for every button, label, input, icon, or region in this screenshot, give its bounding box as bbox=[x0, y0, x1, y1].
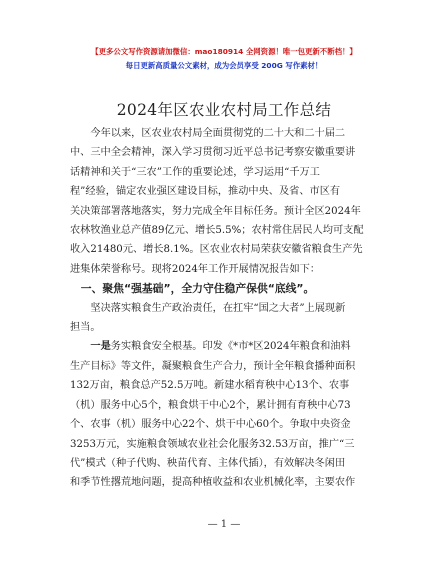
promo-banner-line-1: 【更多公文写作资源请加微信：mao180914 全网资源！唯一包更新不断档！】 bbox=[91, 47, 357, 56]
document-body bbox=[70, 124, 384, 493]
section-line-with-lead bbox=[70, 337, 384, 356]
intro-line: 关决策部署落地落实，努力完成全年目标任务。预计全区2024年 bbox=[70, 205, 361, 217]
section-line: 担当。 bbox=[70, 322, 101, 334]
intro-paragraph bbox=[70, 124, 384, 279]
section-line: 代”模式（种子代购、秧苗代育、主体代插），有效解决冬闲田 bbox=[70, 457, 346, 469]
promo-banner-line-2: 每日更新高质量公文素材，成为会员享受 200G 写作素材！ bbox=[125, 61, 323, 70]
section-1-paragraph bbox=[70, 299, 384, 493]
section-line: 132万亩，粮食总产52.5万吨。新建水稻育秧中心13个、农事 bbox=[70, 380, 350, 392]
intro-line: 进集体荣誉称号。现将2024年工作开展情况报告如下： bbox=[70, 263, 321, 275]
intro-line: 今年以来，区农业农村局全面贯彻党的二十大和二十届二 bbox=[90, 128, 346, 139]
intro-line: 中、三中全会精神，深入学习贯彻习近平总书记考察安徽重要讲 bbox=[70, 147, 356, 159]
document-title: 2024年区农业农村局工作总结 bbox=[116, 101, 332, 119]
section-line-text: 务实粮食安全根基。印发《*市*区2024年粮食和油料 bbox=[110, 341, 351, 353]
intro-line: 话精神和关于“三农”工作的重要论述，学习运用“千万工 bbox=[70, 166, 320, 178]
bold-lead: 一是 bbox=[90, 341, 111, 353]
section-line: 个、农事（机）服务中心22个、烘干中心60个。争取中央资金 bbox=[70, 419, 351, 431]
intro-line: 农林牧渔业总产值89亿元、增长5.5%；农村常住居民人均可支配 bbox=[70, 225, 364, 237]
section-line: 和季节性撂荒地问题，提高种植收益和农业机械化率，主要农作 bbox=[70, 477, 356, 489]
intro-line: 收入21480元、增长8.1%。区农业农村局荣获安徽省粮食生产先 bbox=[70, 244, 363, 256]
intro-line: 程”经验，锚定农业强区建设目标，推动中央、及省、市区有 bbox=[70, 186, 341, 198]
section-heading-1: 一、聚焦“强基础”，全力守住稳产保供“底线”。 bbox=[80, 282, 315, 296]
page-number: — 1 — bbox=[207, 519, 241, 530]
section-line: 生产目标》等文件，凝聚粮食生产合力，预计全年粮食播种面积 bbox=[70, 360, 356, 372]
section-line: 坚决落实粮食生产政治责任，在扛牢“国之大者”上展现新 bbox=[90, 302, 346, 314]
section-line: （机）服务中心5个，粮食烘干中心2个，累计拥有育秧中心73 bbox=[70, 399, 351, 411]
section-line: 3253万元，实施粮食领域农业社会化服务32.53万亩，推广“三 bbox=[70, 438, 355, 450]
